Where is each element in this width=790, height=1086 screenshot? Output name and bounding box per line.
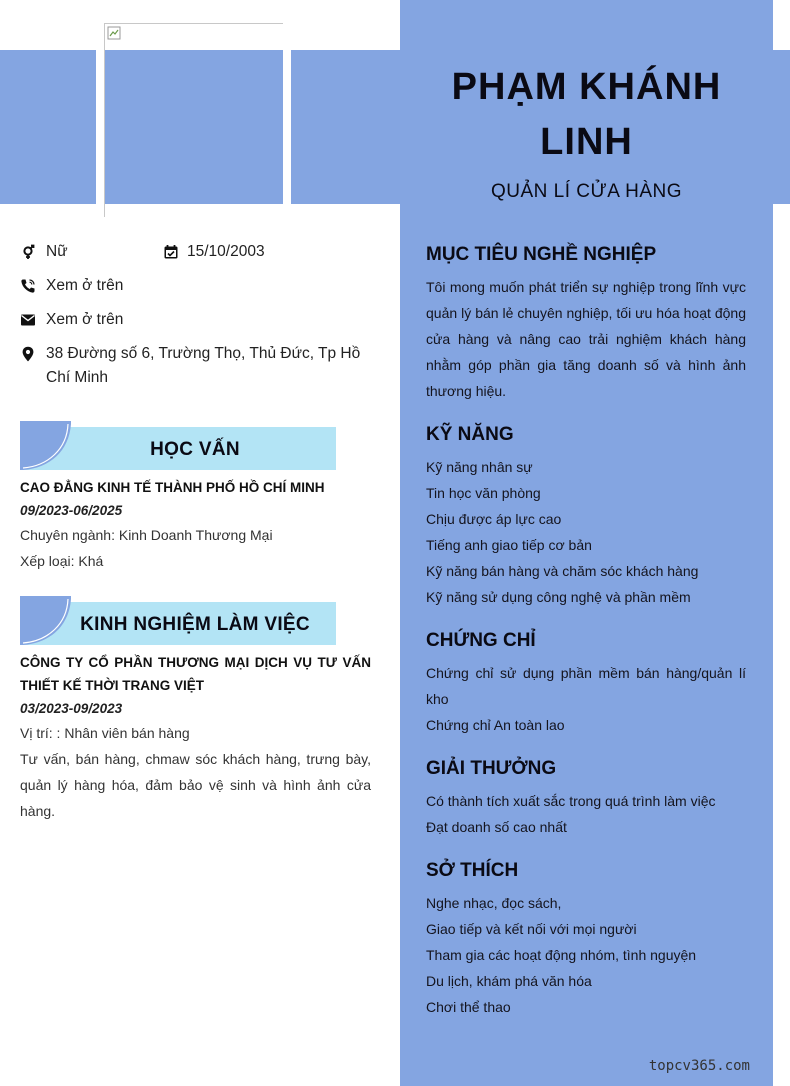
education-heading: HỌC VẤN <box>150 439 240 460</box>
gender-value: Nữ <box>46 243 68 260</box>
skill-item: Kỹ năng nhân sự <box>426 459 533 475</box>
experience-title <box>20 596 336 642</box>
skill-item: Tiếng anh giao tiếp cơ bản <box>426 537 592 553</box>
email-row <box>20 308 371 332</box>
awards-heading: GIẢI THƯỞNG <box>426 758 557 779</box>
experience-position: Vị trí: : Nhân viên bán hàng <box>20 725 190 741</box>
experience-entry <box>20 651 371 824</box>
experience-description: Tư vấn, bán hàng, chmaw sóc khách hàng, trưng bày, quản lý hàng hóa, đảm bảo vệ sinh và hình ảnh cửa hàng. <box>20 751 371 819</box>
award-item: Có thành tích xuất sắc trong quá trình làm việc <box>426 793 716 809</box>
hobby-item: Tham gia các hoạt động nhóm, tình nguyện <box>426 947 697 963</box>
objective-text: Tôi mong muốn phát triển sự nghiệp trong lĩnh vực quản lý bán lẻ chuyên nghiệp, tối ưu hóa hoạt động cửa hàng và nâng cao trải nghiệm khách hàng nhằm góp phần gia tăng doanh số và hình ảnh thương hiệu. <box>426 279 746 399</box>
address-value: 38 Đường số 6, Trường Thọ, Thủ Đức, Tp Hồ Chí Minh <box>46 345 361 386</box>
company-name: CÔNG TY CỔ PHẦN THƯƠNG MẠI DỊCH VỤ TƯ VẤN THIẾT KẾ THỜI TRANG VIỆT <box>20 655 371 693</box>
broken-image-icon <box>107 26 121 40</box>
skill-item: Kỹ năng sử dụng công nghệ và phần mềm <box>426 589 691 605</box>
awards-section <box>426 756 746 840</box>
education-major: Chuyên ngành: Kinh Doanh Thương Mại <box>20 527 273 543</box>
watermark: topcv365.com <box>648 1058 750 1074</box>
birthdate-value: 15/10/2003 <box>187 243 265 260</box>
hobbies-heading: SỞ THÍCH <box>426 860 519 881</box>
education-title <box>20 421 336 467</box>
objective-section <box>426 242 746 404</box>
envelope-icon <box>20 308 46 332</box>
certificates-section <box>426 628 746 738</box>
hobby-item: Nghe nhạc, đọc sách, <box>426 895 562 911</box>
experience-heading: KINH NGHIỆM LÀM VIỆC <box>80 614 310 635</box>
map-pin-icon <box>20 342 46 390</box>
gender-row <box>20 240 160 264</box>
skills-list <box>426 454 746 610</box>
header-band-left <box>0 50 96 204</box>
education-entry <box>20 476 371 574</box>
header-band-right <box>772 50 790 204</box>
address-row <box>20 342 371 390</box>
birthdate-row <box>163 240 343 264</box>
education-period: 09/2023-06/2025 <box>20 503 123 518</box>
certificates-list <box>426 660 746 738</box>
phone-value: Xem ở trên <box>46 277 124 294</box>
certificate-item: Chứng chỉ An toàn lao <box>426 717 565 733</box>
skills-section <box>426 422 746 610</box>
objective-heading: MỤC TIÊU NGHỀ NGHIỆP <box>426 244 657 265</box>
hobbies-list <box>426 890 746 1020</box>
certificate-item: Chứng chỉ sử dụng phần mềm bán hàng/quản lí kho <box>426 665 746 707</box>
skill-item: Tin học văn phòng <box>426 485 541 501</box>
right-column <box>400 0 773 1086</box>
hobby-item: Giao tiếp và kết nối với mọi người <box>426 921 637 937</box>
gender-icon <box>20 240 46 264</box>
calendar-icon <box>163 240 187 264</box>
phone-row <box>20 274 371 298</box>
skills-heading: KỸ NĂNG <box>426 424 514 445</box>
photo-border-top <box>104 23 283 24</box>
hobby-item: Du lịch, khám phá văn hóa <box>426 973 592 989</box>
skill-item: Kỹ năng bán hàng và chăm sóc khách hàng <box>426 563 699 579</box>
job-title: QUẢN LÍ CỬA HÀNG <box>490 181 683 202</box>
awards-list <box>426 788 746 840</box>
profile-photo <box>104 23 284 217</box>
award-item: Đạt doanh số cao nhất <box>426 819 567 835</box>
school-name: CAO ĐẲNG KINH TẾ THÀNH PHỐ HỒ CHÍ MINH <box>20 480 325 495</box>
experience-period: 03/2023-09/2023 <box>20 701 123 716</box>
candidate-name: PHẠM KHÁNH LINH <box>451 66 722 163</box>
certificates-heading: CHỨNG CHỈ <box>426 630 536 651</box>
phone-icon <box>20 274 46 298</box>
photo-placeholder <box>105 50 283 204</box>
header-band-middle <box>291 50 401 204</box>
hobby-item: Chơi thể thao <box>426 999 511 1015</box>
education-grade: Xếp loại: Khá <box>20 553 104 569</box>
email-value: Xem ở trên <box>46 311 124 328</box>
skill-item: Chịu được áp lực cao <box>426 511 562 527</box>
hobbies-section <box>426 858 746 1020</box>
